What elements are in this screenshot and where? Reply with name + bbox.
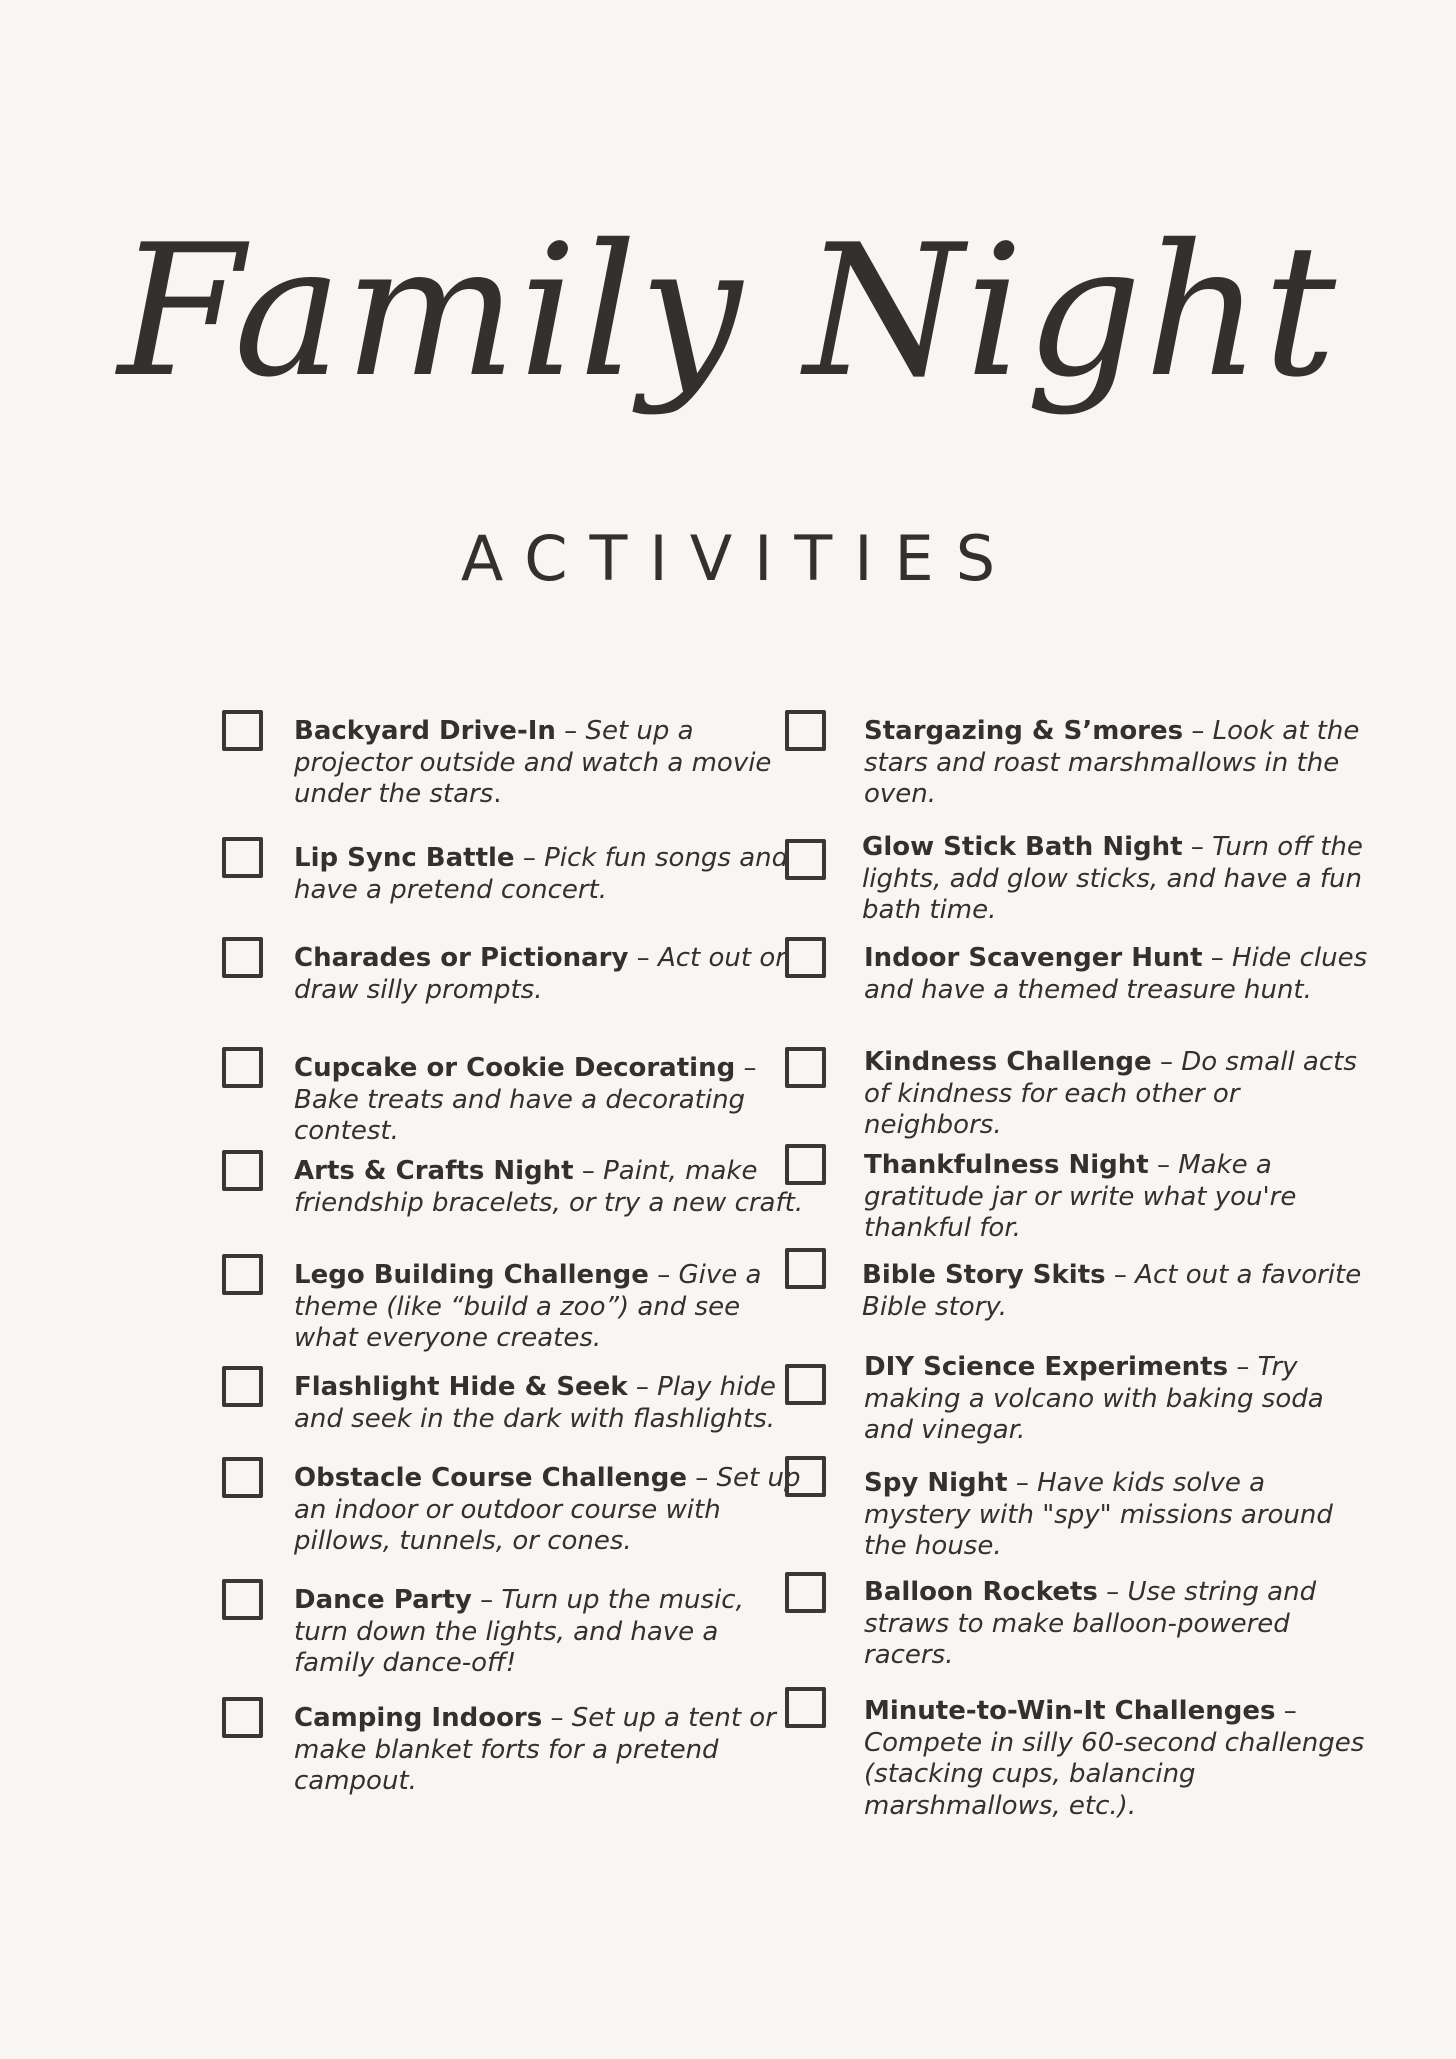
activity-name: Minute-to-Win-It Challenges	[864, 1696, 1276, 1726]
activity-name: Flashlight Hide & Seek	[294, 1372, 628, 1402]
activity-name: Lego Building Challenge	[294, 1260, 649, 1290]
list-item	[864, 1047, 1374, 1142]
activity-name: Arts & Crafts Night	[294, 1156, 574, 1186]
activity-name: Thankfulness Night	[864, 1150, 1149, 1180]
checkbox[interactable]	[785, 1572, 826, 1613]
activity-name: Dance Party	[294, 1585, 472, 1615]
activity-separator: –	[542, 1703, 572, 1733]
checkbox[interactable]	[785, 1248, 826, 1289]
list-item	[864, 1577, 1374, 1672]
activity-separator: –	[686, 1463, 717, 1493]
activity-punctuation: .	[493, 779, 502, 809]
list-item	[294, 1053, 804, 1148]
checkbox[interactable]	[785, 1144, 826, 1185]
checkbox[interactable]	[222, 837, 263, 878]
activity-text	[864, 1468, 1374, 1563]
activity-description: Look at the stars and roast marshmallows in the oven.	[864, 716, 1360, 809]
list-item	[864, 1468, 1374, 1563]
checkbox[interactable]	[222, 1457, 263, 1498]
checkbox[interactable]	[222, 1254, 263, 1295]
activity-separator: –	[1202, 943, 1233, 973]
list-item	[862, 1260, 1372, 1323]
checkbox[interactable]	[785, 839, 826, 880]
activity-separator: –	[1228, 1352, 1258, 1382]
activity-name: Bible Story Skits	[862, 1260, 1106, 1290]
activity-text	[864, 1150, 1374, 1245]
activity-name: Balloon Rockets	[864, 1577, 1098, 1607]
activity-description: Set up a projector outside and watch a movie under the stars	[294, 716, 772, 809]
activity-name: Lip Sync Battle	[294, 843, 515, 873]
activity-name: Backyard Drive-In	[294, 716, 556, 746]
activity-text	[294, 1585, 804, 1680]
checkbox[interactable]	[785, 937, 826, 978]
activity-name: Cupcake or Cookie Decorating	[294, 1053, 736, 1083]
checkbox[interactable]	[785, 1047, 826, 1088]
list-item	[864, 943, 1374, 1006]
activity-description: Act out or draw silly prompts.	[294, 943, 786, 1005]
activity-separator: –	[1007, 1468, 1038, 1498]
activity-text	[294, 843, 804, 906]
activity-description: Give a theme (like “build a zoo”) and see what everyone creates.	[294, 1260, 762, 1353]
activity-text	[294, 1372, 804, 1435]
activity-name: Stargazing & S’mores	[864, 716, 1184, 746]
activity-separator: –	[1148, 1150, 1179, 1180]
activity-name: Indoor Scavenger Hunt	[864, 943, 1203, 973]
activity-description: Compete in silly 60-second challenges (stacking cups, balancing marshmallows, etc.).	[864, 1727, 1365, 1821]
activity-text	[294, 1260, 804, 1355]
activity-name: Glow Stick Bath Night	[862, 832, 1183, 862]
activity-description: Paint, make friendship bracelets, or try a new craft.	[294, 1156, 804, 1218]
checkbox[interactable]	[785, 1687, 826, 1728]
activity-separator: –	[573, 1156, 604, 1186]
activity-separator: –	[735, 1053, 757, 1083]
activity-separator: –	[627, 1372, 658, 1402]
activity-separator: –	[1275, 1696, 1297, 1726]
activity-description: Set up a tent or make blanket forts for a pretend campout.	[294, 1703, 776, 1796]
list-item	[864, 1352, 1374, 1447]
checkbox[interactable]	[785, 1456, 826, 1497]
activity-separator: –	[514, 843, 545, 873]
checkbox[interactable]	[222, 710, 263, 751]
checkbox[interactable]	[785, 1364, 826, 1405]
list-item	[294, 1372, 804, 1435]
activity-description: Make a gratitude jar or write what you're thankful for.	[864, 1150, 1297, 1243]
activity-text	[864, 943, 1374, 1006]
activity-description: Use string and straws to make balloon-powered racers.	[864, 1577, 1317, 1670]
activity-text	[294, 1156, 804, 1219]
activity-name: Obstacle Course Challenge	[294, 1463, 687, 1493]
activity-text	[294, 1463, 804, 1558]
activity-separator: –	[1182, 832, 1213, 862]
activity-text	[864, 1352, 1374, 1447]
activity-description: Bake treats and have a decorating contest.	[294, 1084, 746, 1146]
checkbox[interactable]	[222, 1697, 263, 1738]
activity-text	[294, 943, 804, 1006]
activity-separator: –	[1183, 716, 1213, 746]
activity-description: Pick fun songs and have a pretend concert.	[294, 843, 789, 905]
page-title: Family Night	[117, 205, 1339, 417]
activity-text	[862, 832, 1372, 927]
activity-description: Try making a volcano with baking soda and vinegar.	[864, 1352, 1324, 1445]
activity-text	[294, 1053, 804, 1148]
activity-name: DIY Science Experiments	[864, 1352, 1229, 1382]
list-item	[864, 1696, 1374, 1822]
list-item	[864, 716, 1374, 811]
checkbox[interactable]	[785, 710, 826, 751]
activity-description: Turn off the lights, add glow sticks, and have a fun bath time.	[862, 832, 1363, 925]
activity-name: Kindness Challenge	[864, 1047, 1152, 1077]
checkbox[interactable]	[222, 1150, 263, 1191]
activity-text	[862, 1260, 1372, 1323]
activity-text	[864, 1696, 1374, 1822]
checkbox[interactable]	[222, 1047, 263, 1088]
list-item	[294, 1703, 804, 1798]
activity-name: Charades or Pictionary	[294, 943, 629, 973]
checkbox[interactable]	[222, 937, 263, 978]
activity-description: Turn up the music, turn down the lights, and have a family dance-off!	[294, 1585, 744, 1678]
activity-description: Set up an indoor or outdoor course with pillows, tunnels, or cones.	[294, 1463, 801, 1556]
activity-separator: –	[1105, 1260, 1136, 1290]
activity-name: Camping Indoors	[294, 1703, 543, 1733]
checkbox[interactable]	[222, 1366, 263, 1407]
activity-separator: –	[1097, 1577, 1128, 1607]
activity-text	[864, 716, 1374, 811]
activity-separator: –	[471, 1585, 502, 1615]
activity-description: Play hide and seek in the dark with flashlights.	[294, 1372, 776, 1434]
activity-text	[294, 1703, 804, 1798]
activity-separator: –	[648, 1260, 679, 1290]
list-item	[294, 1260, 804, 1355]
activity-text	[864, 1577, 1374, 1672]
list-item	[294, 1463, 804, 1558]
page-subtitle: ACTIVITIES	[460, 522, 1018, 595]
activity-description: Act out a favorite Bible story.	[862, 1260, 1362, 1322]
activity-text	[294, 716, 804, 811]
list-item	[294, 716, 804, 811]
activity-text	[864, 1047, 1374, 1142]
list-item	[864, 1150, 1374, 1245]
list-item	[294, 943, 804, 1006]
activity-separator: –	[555, 716, 586, 746]
activity-separator: –	[1151, 1047, 1182, 1077]
list-item	[294, 1585, 804, 1680]
activity-name: Spy Night	[864, 1468, 1008, 1498]
activity-separator: –	[628, 943, 658, 973]
activity-description: Have kids solve a mystery with "spy" missions around the house.	[864, 1468, 1333, 1561]
checkbox[interactable]	[222, 1579, 263, 1620]
activity-description: Do small acts of kindness for each other or neighbors.	[864, 1047, 1357, 1140]
list-item	[294, 843, 804, 906]
activity-description: Hide clues and have a themed treasure hunt.	[864, 943, 1368, 1005]
list-item	[862, 832, 1372, 927]
list-item	[294, 1156, 804, 1219]
